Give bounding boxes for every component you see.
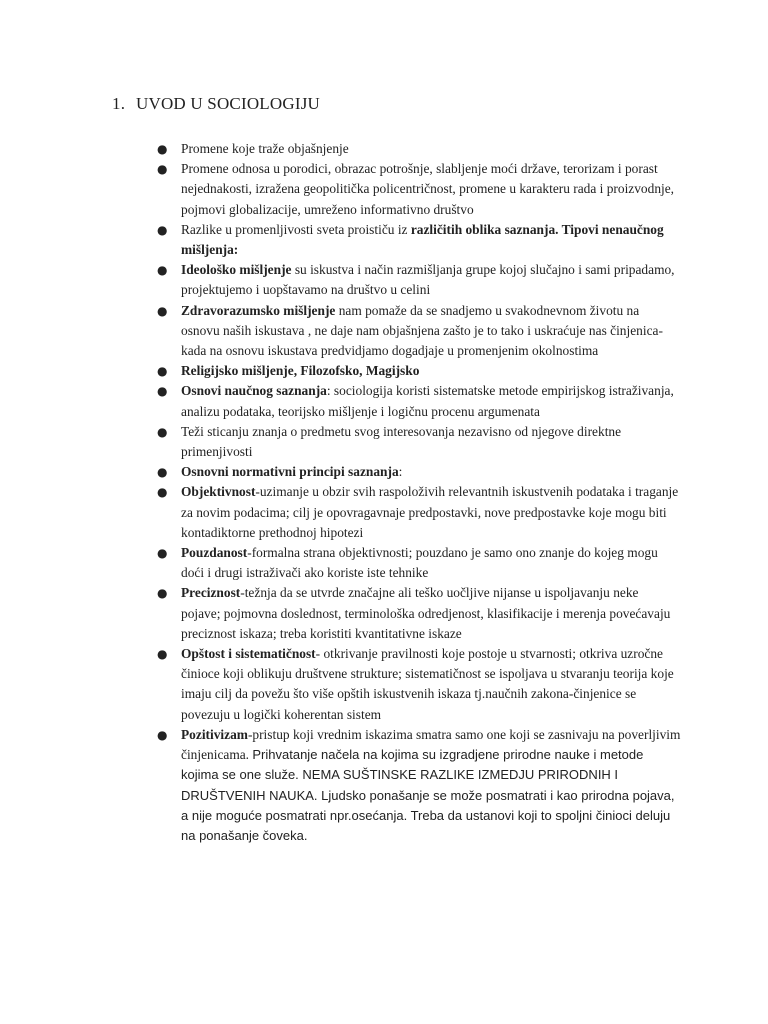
list-item-text [181,262,675,297]
list-item [157,462,681,482]
bullet-icon: ● [157,546,168,561]
list-item-body: Teži sticanju znanja o predmetu svog interesovanja nezavisno od njegove direktne primenjivosti [181,423,622,460]
bullet-icon: ● [157,647,168,662]
list-item-text [181,464,402,479]
list-item [157,220,681,260]
bullet-icon: ● [157,263,168,278]
list-item-bold-term: Pouzdanost [181,545,248,561]
list-item [157,139,681,159]
list-item-text [181,161,674,216]
list-item-bold-term: Osnovi naučnog saznanja [181,383,327,399]
list-item-body: -težnja da se utvrde značajne ali teško uočljive nijanse u ispoljavanju neke pojave; pojmovna doslednost, terminološka odredjenost, klasifikacije i merenja povećavaju preciznost iskaza; treba koristiti kvantitativne iskaze [181,585,671,641]
list-item-body: -uzimanje u obzir svih raspoloživih relevantnih iskustvenih podataka i traganje za novim podacima; cilj je opovragavnaje predpostavki, nove predpostavke koje mogu biti kontadiktorne prethodnoj hipotezi [181,484,679,540]
list-item-bold-term: Objektivnost [181,484,256,500]
list-item-body: -pristup koji vrednim iskazima smatra samo one koji se zasnivaju na poverljivim činjenicama. [181,726,681,763]
list-item-bold-term: Religijsko mišljenje, Filozofsko, Magijsko [181,363,420,379]
list-item [157,725,681,846]
list-item-bold-term: Pozitivizam [181,726,248,742]
list-item [157,381,681,421]
bullet-icon: ● [157,727,168,742]
list-item [157,159,681,220]
list-item-text [181,383,674,418]
list-item-text [181,363,419,378]
heading-text: UVOD U SOCIOLOGIJU [136,94,320,113]
list-item-text [181,424,621,459]
list-item-bold-phrase: različitih oblika saznanja. Tipovi nenaučnog mišljenja: [181,221,664,258]
list-item-bold-term: Preciznost [181,585,241,601]
list-item [157,543,681,583]
bullet-list [157,139,681,846]
bullet-icon: ● [157,162,168,177]
list-item-bold-term: Osnovni normativni principi saznanja [181,464,399,480]
list-item-text [181,545,658,580]
list-item-text [181,222,664,257]
list-item-text [181,585,670,640]
bullet-icon: ● [157,485,168,500]
bullet-icon: ● [157,303,168,318]
list-item [157,361,681,381]
list-item [157,583,681,644]
list-item-bold-term: Opštost i sistematičnost [181,646,316,662]
list-item-text [181,646,674,722]
heading-number: 1. [112,94,126,113]
list-item-bold-term: Ideološko mišljenje [181,262,292,278]
list-item [157,482,681,543]
list-item-text [181,303,663,358]
list-item-bold-term: Zdravorazumsko mišljenje [181,302,336,318]
list-item-text [181,484,678,539]
list-item-body: -formalna strana objektivnosti; pouzdano je samo ono znanje do kojeg mogu doći i drugi istraživači ako koriste iste tehnike [181,545,658,581]
list-item-body: Promene odnosa u porodici, obrazac potrošnje, slabljenje moći države, terorizam i porast nejednakosti, izražena geopolitička policentričnost, promene u karakteru rada i proizvodnje, pojmovi globalizacije, umreženo informativno društvo [181,161,675,217]
list-item-body: : [398,464,403,480]
list-item-body: Razlike u promenljivosti sveta proističu iz [181,221,411,237]
section-heading [112,94,320,114]
list-item-body-continued: Prihvatanje načela na kojima su izgradjene prirodne nauke i metode kojima se one služe. NEMA SUŠTINSKE RAZLIKE IZMEDJU PRIRODNIH I DRUŠTVENIH NAUKA. Ljudsko ponašanje se može posmatrati i kao prirodna pojava, a nije moguće posmatrati npr.osećanja. Treba da ustanovi koji to spoljni činioci deluju na ponašanje čoveka. [181,747,675,843]
list-item-body: su iskustva i način razmišljanja grupe kojoj slučajno i sami pripadamo, projektujemo i uopštavamo na društvo u celini [181,262,675,298]
bullet-icon: ● [157,222,168,237]
list-item [157,260,681,300]
bullet-icon: ● [157,364,168,379]
bullet-icon: ● [157,384,168,399]
list-item-body: Promene koje traže objašnjenje [181,141,349,156]
list-item-body: nam pomaže da se snadjemo u svakodnevnom životu na osnovu naših iskustava , ne daje nam objašnjena zašto je to tako i uskraćuje nas činjenica-kada na osnovu iskustava predvidjamo dogadjaje u promenjenim okolnostima [181,302,663,359]
list-item [157,301,681,362]
bullet-icon: ● [157,142,168,156]
list-item-text [181,727,680,843]
list-item-body: - otkrivanje pravilnosti koje postoje u stvarnosti; otkriva uzročne činioce koji oblikuju društvene strukture; sistematičnost se ispoljava u stvaranju teorija koje imaju cilj da povežu što više opštih iskustvenih iskaza tj.naučnih zakona-činjenice se povezuju u logički koherentan sistem [181,646,674,722]
bullet-icon: ● [157,586,168,601]
bullet-icon: ● [157,465,168,480]
list-item [157,422,681,462]
list-item [157,644,681,725]
list-item-text [181,141,349,156]
bullet-icon: ● [157,424,168,439]
list-item-body: : sociologija koristi sistematske metode empirijskog istraživanja, analizu podataka, teorijsko mišljenje i logičnu procenu argumenata [181,383,674,419]
